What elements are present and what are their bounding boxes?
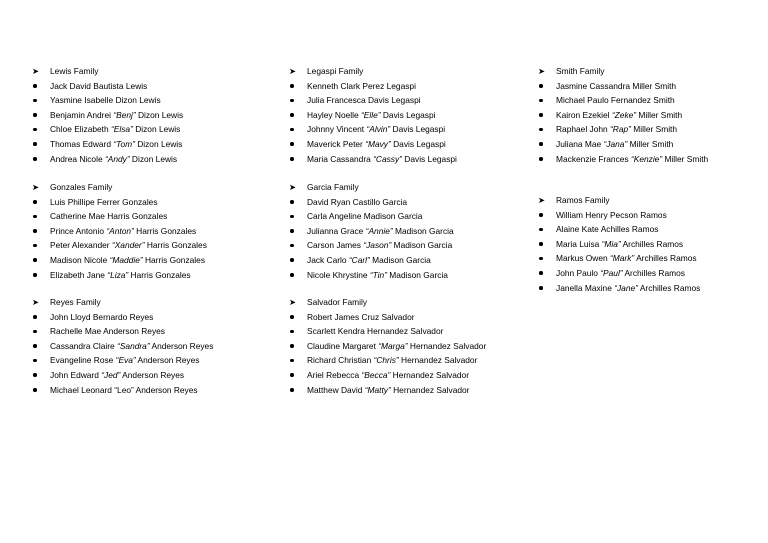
member-nickname: “Jed” — [101, 369, 121, 380]
member-name: Thomas Edward — [50, 138, 114, 149]
member-name: Juliana Mae — [556, 138, 604, 149]
member-nickname: “Chris” — [373, 355, 399, 366]
bullet-icon — [33, 128, 37, 132]
family-heading — [289, 180, 454, 195]
member-name: Chloe Elizabeth — [50, 124, 111, 135]
member-surname: Davis Legaspi — [390, 124, 446, 135]
member-name: Luis Phillipe Ferrer Gonzales — [50, 196, 158, 207]
bullet-icon — [539, 113, 543, 117]
family-member-item — [32, 238, 207, 253]
member-name: John Edward — [50, 369, 102, 380]
family-member-item — [32, 93, 183, 108]
member-surname: Dizon Lewis — [129, 153, 178, 164]
member-nickname: “Jason” — [363, 240, 392, 251]
family-member-item — [32, 368, 213, 383]
member-nickname: “Marga” — [378, 340, 408, 351]
member-name: Cassandra Claire — [50, 340, 118, 351]
family-heading — [289, 295, 486, 310]
bullet-icon — [290, 215, 294, 219]
member-surname: Davis Legaspi — [380, 109, 436, 120]
bullet-icon — [290, 344, 294, 348]
arrow-bullet-icon: ➤ — [289, 182, 297, 192]
bullet-icon — [539, 157, 543, 161]
bullet-icon — [33, 84, 37, 88]
member-name: Ariel Rebecca — [307, 369, 362, 380]
bullet-icon — [539, 242, 543, 246]
member-name: Scarlett Kendra Hernandez Salvador — [307, 326, 444, 337]
bullet-icon — [33, 244, 37, 248]
bullet-icon — [539, 128, 543, 132]
bullet-icon — [539, 257, 543, 261]
bullet-icon — [290, 388, 294, 392]
family-member-item — [32, 209, 207, 224]
member-nickname: “Annie” — [365, 225, 393, 236]
member-nickname: “Sandra” — [117, 340, 150, 351]
bullet-icon — [290, 373, 294, 377]
bullet-icon — [290, 244, 294, 248]
arrow-bullet-icon: ➤ — [32, 66, 40, 76]
member-surname: Davis Legaspi — [390, 138, 446, 149]
member-name: Maria Cassandra — [307, 153, 374, 164]
family-member-item — [289, 368, 486, 383]
member-nickname: “Maddie” — [109, 254, 143, 265]
member-surname: Davis Legaspi — [401, 153, 457, 164]
member-surname: Hernandez Salvador — [398, 355, 478, 366]
member-name: Julianna Grace — [307, 225, 366, 236]
member-name: Maria Luisa — [556, 238, 602, 249]
member-name: Madison Nicole — [50, 254, 110, 265]
bullet-icon — [33, 113, 37, 117]
family-member-item — [289, 209, 454, 224]
member-name: Benjamin Andrei — [50, 109, 114, 120]
member-surname: Archilles Ramos — [637, 282, 701, 293]
family-member-item — [32, 324, 213, 339]
bullet-icon — [290, 128, 294, 132]
family-member-item — [538, 137, 708, 152]
bullet-icon — [290, 315, 294, 319]
bullet-icon — [539, 228, 543, 232]
bullet-icon — [290, 113, 294, 117]
member-name: Elizabeth Jane — [50, 269, 108, 280]
bullet-icon — [33, 229, 37, 233]
member-nickname: “Mark” — [610, 253, 635, 264]
family-member-item — [538, 122, 708, 137]
family-heading — [32, 64, 183, 79]
bullet-icon — [290, 142, 294, 146]
member-name: Jack David Bautista Lewis — [50, 80, 148, 91]
member-nickname: “Anton” — [106, 225, 134, 236]
member-surname: Harris Gonzales — [142, 254, 206, 265]
member-name: Matthew David — [307, 384, 365, 395]
family-member-item — [32, 79, 183, 94]
family-member-item — [538, 208, 700, 223]
family-heading — [289, 64, 457, 79]
family-member-item — [32, 253, 207, 268]
member-surname: Dizon Lewis — [132, 124, 181, 135]
family-member-item — [32, 108, 183, 123]
member-surname: Miller Smith — [662, 153, 709, 164]
bullet-icon — [290, 229, 294, 233]
member-surname: Archilles Ramos — [634, 253, 697, 264]
bullet-icon — [539, 99, 543, 103]
member-name: Peter Alexander — [50, 240, 112, 251]
arrow-bullet-icon: ➤ — [289, 66, 297, 76]
member-surname: Anderson Reyes — [135, 355, 200, 366]
family-member-item — [289, 93, 457, 108]
member-surname: Miller Smith — [636, 109, 683, 120]
member-nickname: “Elle” — [361, 109, 381, 120]
member-name: Janella Maxine — [556, 282, 615, 293]
family-heading-text: Smith Family — [556, 66, 605, 76]
member-surname: Harris Gonzales — [144, 240, 207, 251]
bullet-icon — [33, 273, 37, 277]
family-block — [289, 180, 454, 282]
member-surname: Anderson Reyes — [120, 369, 185, 380]
arrow-bullet-icon: ➤ — [538, 195, 546, 205]
member-nickname: “Matty” — [364, 384, 391, 395]
family-member-item — [289, 195, 454, 210]
member-name: Kenneth Clark Perez Legaspi — [307, 80, 416, 91]
member-name: Jasmine Cassandra Miller Smith — [556, 80, 677, 91]
member-surname: Archilles Ramos — [622, 267, 685, 278]
family-block — [538, 193, 700, 295]
member-name: Rachelle Mae Anderson Reyes — [50, 326, 165, 337]
family-member-item — [32, 310, 213, 325]
family-member-item — [289, 383, 486, 398]
member-surname: Dizon Lewis — [135, 109, 184, 120]
member-nickname: “Paul” — [600, 267, 623, 278]
bullet-icon — [33, 315, 37, 319]
family-member-item — [538, 237, 700, 252]
bullet-icon — [290, 359, 294, 363]
family-member-item — [289, 224, 454, 239]
family-member-item — [289, 238, 454, 253]
family-heading-text: Garcia Family — [307, 182, 359, 192]
member-name: Yasmine Isabelle Dizon Lewis — [50, 95, 161, 106]
member-nickname: “Tin” — [369, 269, 387, 280]
family-member-item — [289, 310, 486, 325]
member-nickname: “Becca” — [361, 369, 391, 380]
member-name: Carson James — [307, 240, 364, 251]
family-member-item — [289, 122, 457, 137]
bullet-icon — [290, 330, 294, 334]
member-nickname: “Liza” — [107, 269, 129, 280]
family-heading-text: Reyes Family — [50, 297, 101, 307]
family-member-item — [538, 152, 708, 167]
member-nickname: “Jana” — [603, 138, 628, 149]
bullet-icon — [290, 258, 294, 262]
family-block — [32, 64, 183, 166]
member-surname: Hernandez Salvador — [407, 340, 487, 351]
member-name: Catherine Mae Harris Gonzales — [50, 211, 168, 222]
family-member-item — [289, 137, 457, 152]
family-block — [32, 180, 207, 282]
member-nickname: “Carl” — [348, 254, 370, 265]
bullet-icon — [539, 271, 543, 275]
family-heading-text: Legaspi Family — [307, 66, 364, 76]
bullet-icon — [33, 215, 37, 219]
member-name: Jack Carlo — [307, 254, 349, 265]
family-member-item — [289, 324, 486, 339]
bullet-icon — [539, 84, 543, 88]
bullet-icon — [33, 344, 37, 348]
family-member-item — [538, 79, 708, 94]
family-member-item — [538, 251, 700, 266]
bullet-icon — [33, 373, 37, 377]
bullet-icon — [539, 142, 543, 146]
family-heading — [538, 64, 708, 79]
bullet-icon — [33, 142, 37, 146]
member-name: Julia Francesca Davis Legaspi — [307, 95, 421, 106]
bullet-icon — [33, 99, 37, 103]
member-surname: Madison Garcia — [391, 240, 453, 251]
member-surname: Madison Garcia — [392, 225, 454, 236]
member-name: Johnny Vincent — [307, 124, 367, 135]
family-member-item — [289, 79, 457, 94]
bullet-icon — [290, 99, 294, 103]
bullet-icon — [33, 258, 37, 262]
member-name: Alaine Kate Achilles Ramos — [556, 224, 659, 235]
member-nickname: “Jane” — [614, 282, 638, 293]
family-heading-text: Ramos Family — [556, 195, 610, 205]
family-member-item — [32, 195, 207, 210]
member-nickname: “Xander” — [111, 240, 145, 251]
arrow-bullet-icon: ➤ — [289, 297, 297, 307]
member-name: Mackenzie Frances — [556, 153, 631, 164]
family-member-item — [289, 108, 457, 123]
member-name: Hayley Noelle — [307, 109, 361, 120]
family-heading — [538, 193, 700, 208]
member-surname: Anderson Reyes — [149, 340, 214, 351]
bullet-icon — [539, 286, 543, 290]
family-member-item — [32, 383, 213, 398]
member-name: Nicole Khrystine — [307, 269, 370, 280]
member-name: Robert James Cruz Salvador — [307, 311, 415, 322]
member-name: John Paulo — [556, 267, 601, 278]
member-surname: Madison Garcia — [386, 269, 448, 280]
member-surname: Dizon Lewis — [134, 138, 183, 149]
family-member-item — [32, 152, 183, 167]
arrow-bullet-icon: ➤ — [32, 297, 40, 307]
member-name: Andrea Nicole — [50, 153, 105, 164]
family-heading-text: Gonzales Family — [50, 182, 113, 192]
family-member-item — [32, 353, 213, 368]
member-surname: Harris Gonzales — [128, 269, 191, 280]
member-name: Richard Christian — [307, 355, 374, 366]
bullet-icon — [33, 200, 37, 204]
member-nickname: “Rap” — [610, 124, 631, 135]
family-block — [289, 64, 457, 166]
family-block — [289, 295, 486, 397]
member-surname: Hernandez Salvador — [390, 369, 470, 380]
member-name: Kairon Ezekiel — [556, 109, 612, 120]
bullet-icon — [290, 157, 294, 161]
member-nickname: “Zeke” — [611, 109, 637, 120]
member-nickname: “Benj” — [113, 109, 136, 120]
bullet-icon — [539, 213, 543, 217]
family-heading — [32, 180, 207, 195]
bullet-icon — [33, 359, 37, 363]
member-surname: Miller Smith — [627, 138, 674, 149]
arrow-bullet-icon: ➤ — [538, 66, 546, 76]
family-member-item — [289, 253, 454, 268]
family-member-item — [538, 108, 708, 123]
bullet-icon — [33, 157, 37, 161]
family-member-item — [289, 268, 454, 283]
bullet-icon — [33, 388, 37, 392]
member-surname: Hernandez Salvador — [390, 384, 470, 395]
member-name: Michael Paulo Fernandez Smith — [556, 95, 675, 106]
family-member-item — [32, 137, 183, 152]
family-heading-text: Lewis Family — [50, 66, 99, 76]
family-heading — [32, 295, 213, 310]
family-member-item — [32, 224, 207, 239]
member-name: William Henry Pecson Ramos — [556, 209, 667, 220]
member-surname: Harris Gonzales — [133, 225, 197, 236]
member-nickname: “Elsa” — [111, 124, 133, 135]
family-member-item — [32, 122, 183, 137]
family-block — [538, 64, 708, 166]
member-nickname: “Mavy” — [365, 138, 391, 149]
member-nickname: “Andy” — [104, 153, 130, 164]
bullet-icon — [290, 273, 294, 277]
bullet-icon — [290, 84, 294, 88]
family-member-item — [32, 268, 207, 283]
member-name: Evangeline Rose — [50, 355, 116, 366]
family-heading-text: Salvador Family — [307, 297, 368, 307]
member-surname: Madison Garcia — [369, 254, 431, 265]
member-name: Raphael John — [556, 124, 611, 135]
member-name: Markus Owen — [556, 253, 610, 264]
member-name: John Lloyd Bernardo Reyes — [50, 311, 154, 322]
family-member-item — [289, 339, 486, 354]
member-name: David Ryan Castillo Garcia — [307, 196, 408, 207]
member-nickname: “Cassy” — [373, 153, 402, 164]
member-nickname: “Kenzie” — [630, 153, 663, 164]
member-nickname: “Tom” — [113, 138, 135, 149]
family-member-item — [289, 152, 457, 167]
family-member-item — [538, 281, 700, 296]
family-block — [32, 295, 213, 397]
bullet-icon — [290, 200, 294, 204]
member-name: Michael Leonard “Leo” Anderson Reyes — [50, 384, 198, 395]
member-name: Carla Angeline Madison Garcia — [307, 211, 423, 222]
family-member-item — [289, 353, 486, 368]
member-name: Prince Antonio — [50, 225, 107, 236]
member-name: Claudine Margaret — [307, 340, 379, 351]
member-nickname: “Alvin” — [366, 124, 391, 135]
arrow-bullet-icon: ➤ — [32, 182, 40, 192]
bullet-icon — [33, 330, 37, 334]
member-nickname: “Eva” — [115, 355, 136, 366]
family-member-item — [538, 266, 700, 281]
member-name: Maverick Peter — [307, 138, 366, 149]
member-nickname: “Mia” — [601, 238, 621, 249]
family-member-item — [538, 93, 708, 108]
member-surname: Archilles Ramos — [620, 238, 684, 249]
member-surname: Miller Smith — [630, 124, 678, 135]
family-member-item — [32, 339, 213, 354]
family-member-item — [538, 222, 700, 237]
